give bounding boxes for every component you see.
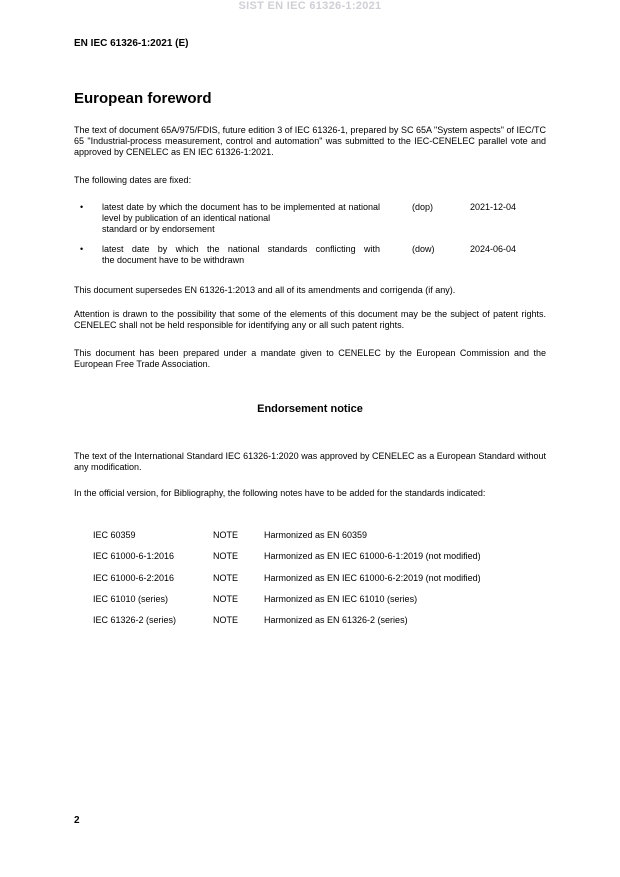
note-text-cell: Harmonized as EN IEC 61000-6-2:2019 (not modified)	[264, 573, 481, 583]
bullet-icon: •	[80, 244, 84, 254]
bullet-icon: •	[80, 202, 84, 212]
date-value: 2021-12-04	[470, 202, 517, 212]
page-number: 2	[74, 815, 80, 826]
note-text-cell: Harmonized as EN IEC 61010 (series)	[264, 594, 418, 604]
dates-intro: The following dates are fixed:	[74, 175, 192, 185]
note-label-cell: NOTE	[213, 573, 239, 583]
document-id-header: EN IEC 61326-1:2021 (E)	[74, 38, 189, 49]
list-item	[102, 244, 380, 266]
standard-cell: IEC 61010 (series)	[93, 594, 169, 604]
note-label-cell: NOTE	[213, 594, 239, 604]
watermark: SIST EN IEC 61326-1:2021	[238, 0, 382, 12]
endorsement-paragraph: The text of the International Standard IEC 61326-1:2020 was approved by CENELEC as a European Standard without any modification.	[74, 451, 546, 472]
date-item-text-continued: standard or by endorsement	[102, 224, 215, 234]
standard-cell: IEC 61000-6-2:2016	[93, 573, 175, 583]
date-item-text: latest date by which the national standards conflicting with	[102, 244, 380, 254]
supersedes-paragraph: This document supersedes EN 61326-1:2013 and all of its amendments and corrigenda (if any).	[74, 285, 456, 295]
list-item	[102, 202, 380, 235]
note-label-cell: NOTE	[213, 615, 239, 625]
standard-cell: IEC 61000-6-1:2016	[93, 551, 175, 561]
note-text-cell: Harmonized as EN 60359	[264, 530, 368, 540]
patent-paragraph: Attention is drawn to the possibility that some of the elements of this document may be the subject of patent rights. CENELEC shall not be held responsible for identifying any or all such patent rights.	[74, 309, 546, 330]
date-value: 2024-06-04	[470, 244, 517, 254]
note-text-cell: Harmonized as EN IEC 61000-6-1:2019 (not modified)	[264, 551, 481, 561]
standard-cell: IEC 61326-2 (series)	[93, 615, 177, 625]
mandate-paragraph: This document has been prepared under a mandate given to CENELEC by the European Commission and the European Free Trade Association.	[74, 348, 546, 369]
endorsement-title: Endorsement notice	[257, 403, 363, 415]
note-label-cell: NOTE	[213, 530, 239, 540]
date-abbreviation: (dow)	[412, 244, 435, 254]
note-label-cell: NOTE	[213, 551, 239, 561]
standard-cell: IEC 60359	[93, 530, 136, 540]
bibliography-paragraph: In the official version, for Bibliography, the following notes have to be added for the standards indicated:	[74, 488, 486, 498]
foreword-title: European foreword	[74, 90, 212, 107]
foreword-paragraph: The text of document 65A/975/FDIS, future edition 3 of IEC 61326-1, prepared by SC 65A "System aspects" of IEC/TC 65 "Industrial-process measurement, control and automation" was submitted to the IEC-CENELEC parallel vote and approved by CENELEC as EN IEC 61326-1:2021.	[74, 125, 546, 157]
date-item-text: latest date by which the document has to be implemented at national level by publication of an identical national	[102, 202, 380, 223]
note-text-cell: Harmonized as EN 61326-2 (series)	[264, 615, 408, 625]
date-abbreviation: (dop)	[412, 202, 434, 212]
date-item-text-continued: the document have to be withdrawn	[102, 255, 245, 265]
